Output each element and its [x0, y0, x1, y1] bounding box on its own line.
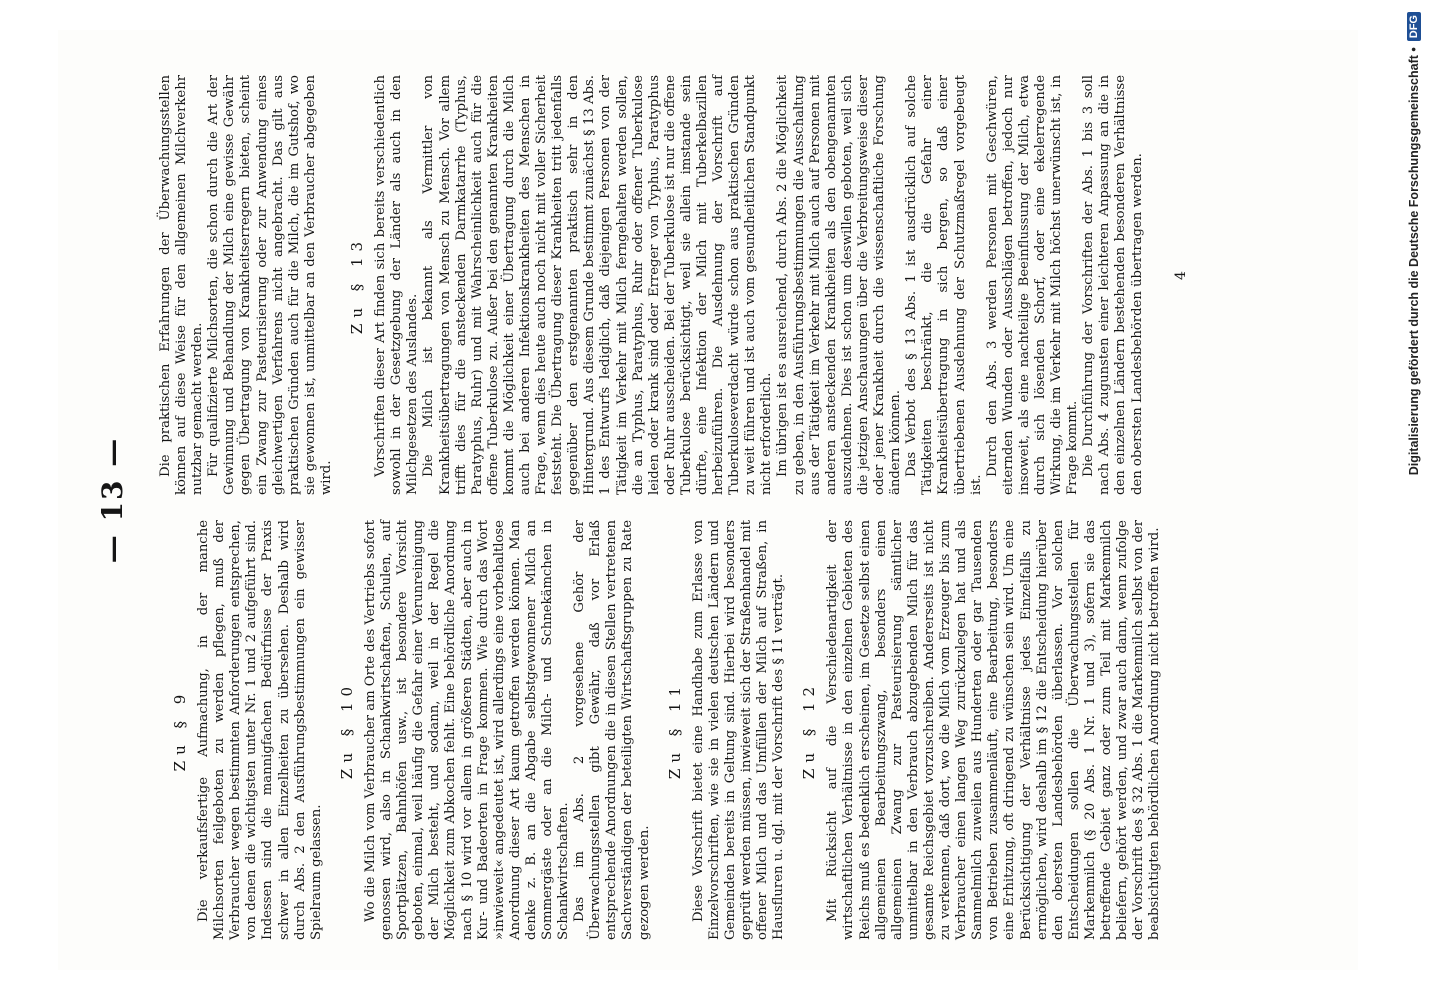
- page-header: [96, 30, 129, 970]
- paragraph: Durch den Abs. 3 werden Personen mit Geschwüren, eiternden Wunden oder Ausschlägen betroffen, jedoch nur insoweit, als eine nachteilige Beeinflussung der Milch, etwa durch sich lösenden Schorf, oder eine ekelerregende Wirkung, die im Verkehr mit Milch höchst unerwünscht ist, in Frage kommt.: [984, 75, 1081, 495]
- paragraph: Die praktischen Erfahrungen der Überwachungsstellen können auf diese Weise für den allgemeinen Milchverkehr nutzbar gemacht werden.: [158, 75, 206, 495]
- section-heading: Zu § 9: [171, 688, 189, 772]
- paragraph: Für qualifizierte Milchsorten, die schon durch die Art der Gewinnung und Behandlung der Milch eine gewisse Gewähr gegen Übertragung von Krankheitserregern bieten, scheint ein Zwang zur Pasteurisierung oder zur Anwendung eines gleichwertigen Verfahrens nicht angebracht. Das gilt aus praktischen Gründen auch für die Milch, die im Gutshof, wo sie gewonnen ist, unmittelbar an den Verbraucher abgegeben wird.: [206, 75, 334, 495]
- paragraph: Diese Vorschrift bietet eine Handhabe zum Erlasse von Einzelvorschriften, wie sie in vielen deutschen Ländern und Gemeinden bereits in Geltung sind. Hierbei wird besonders geprüft werden müssen, inwieweit sich der Straßenhandel mit offener Milch und das Umfüllen der Milch auf Straßen, in Hausfluren u. dgl. mit der Vorschrift des § 11 verträgt.: [690, 520, 787, 940]
- signature-mark: 4: [1173, 271, 1189, 280]
- left-column: [158, 520, 1163, 940]
- paragraph: Die Durchführung der Vorschriften der Abs. 1 bis 3 soll nach Abs. 4 zugunsten einer leichteren Anpassung an die in den einzelnen Ländern bestehenden besonderen Verhältnisse den obersten Landesbehörden übertragen werden.: [1081, 75, 1145, 495]
- paragraph: Vorschriften dieser Art finden sich bereits verschiedentlich sowohl in der Gesetzgebung der Länder als auch in den Milchgesetzen des Auslandes.: [373, 75, 421, 495]
- page-number: — 13 —: [96, 436, 129, 564]
- digitization-text: Digitalisierung gefördert durch die Deutsche Forschungsgemeinschaft •: [1406, 47, 1421, 476]
- paragraph: Das Verbot des § 13 Abs. 1 ist ausdrücklich auf solche Tätigkeiten beschränkt, die die Gefahr einer Krankheitsübertragung in sich bergen, so daß einer übertriebenen Ausdehnung der Schutzmaßregel vorgebeugt ist.: [904, 75, 984, 495]
- section-heading: Zu § 11: [665, 680, 684, 780]
- section-heading: Zu § 13: [348, 235, 367, 335]
- digitization-credit: [1393, 0, 1434, 1000]
- section-heading: Zu § 12: [800, 680, 819, 780]
- section-heading: Zu § 10: [337, 680, 356, 780]
- right-column: [158, 75, 1146, 495]
- paragraph: Das im Abs. 2 vorgesehene Gehör der Überwachungsstellen gibt Gewähr, daß vor Erlaß entsprechende Anordnungen die in diesen Stellen vertretenen Sachverständigen der beteiligten Wirtschaftsgruppen zu Rate gezogen werden.: [572, 520, 652, 940]
- paragraph: Mit Rücksicht auf die Verschiedenartigkeit der wirtschaftlichen Verhältnisse in den einzelnen Gebieten des Reichs muß es bedenklich erscheinen, im Gesetze selbst einen allgemeinen Bearbeitungszwang, besonders einen allgemeinen Zwang zur Pasteurisierung sämtlicher unmittelbar in den Verbrauch abzugebenden Milch für das gesamte Reichsgebiet vorzuschreiben. Andererseits ist nicht zu verkennen, daß dort, wo die Milch vom Erzeuger bis zum Verbraucher einen langen Weg zurückzulegen hat und als Sammelmilch zuweilen aus Hunderten oder gar Tausenden von Betrieben zusammenläuft, eine Bearbeitung, besonders eine Erhitzung, oft dringend zu wünschen sein wird. Um eine Berücksichtigung der Verhältnisse jedes Einzelfalls zu ermöglichen, wird deshalb im § 12 die Entscheidung hierüber den obersten Landesbehörden überlassen. Vor solchen Entscheidungen sollen die Überwachungsstellen für Markenmilch (§ 20 Abs. 1 Nr. 1 und 3), sofern sie das betreffende Gebiet ganz oder zum Teil mit Markenmilch beliefern, gehört werden, und zwar auch dann, wenn zufolge der Vorschrift des § 32 Abs. 1 die Markenmilch selbst von der beabsichtigten behördlichen Anordnung nicht betroffen wird.: [825, 520, 1163, 940]
- paragraph: Wo die Milch vom Verbraucher am Orte des Vertriebs sofort genossen wird, also in Schankwirtschaften, Schulen, auf Sportplätzen, Bahnhöfen usw., ist besondere Vorsicht geboten, einmal, weil häufig die Gefahr einer Verunreinigung der Milch besteht, und sodann, weil in der Regel die Möglichkeit zum Abkochen fehlt. Eine behördliche Anordnung nach § 10 wird vor allem in größeren Städten, aber auch in Kur- und Badeorten in Frage kommen. Wie durch das Wort »inwieweit« angedeutet ist, wird allerdings eine vorbehaltlose Anordnung dieser Art kaum getroffen werden können. Man denke z. B. an die Abgabe selbstgewonnener Milch an Sommergäste oder an die Milch- und Schnekämchen in Schankwirtschaften.: [362, 520, 572, 940]
- paragraph: Die Milch ist bekannt als Vermittler von Krankheitsübertragungen von Mensch zu Mensch. Vor allem trifft dies für die ansteckenden Darmkatarrhe (Typhus, Paratyphus, Ruhr) und mit Wahrscheinlichkeit auch für die offene Tuberkulose zu. Außer bei den genannten Krankheiten kommt die Möglichkeit einer Übertragung durch die Milch auch bei anderen Infektionskrankheiten des Menschen in Frage, wenn dies heute auch noch nicht mit voller Sicherheit feststeht. Die Übertragung dieser Krankheiten tritt jedenfalls gegenüber den erstgenannten praktisch sehr in den Hintergrund. Aus diesem Grunde bestimmt zunächst § 13 Abs. 1 des Entwurfs lediglich, daß diejenigen Personen von der Tätigkeit im Verkehr mit Milch ferngehalten werden sollen, die an Typhus, Paratyphus, Ruhr oder offener Tuberkulose leiden oder krank sind oder Erreger von Typhus, Paratyphus oder Ruhr ausscheiden. Bei der Tuberkulose ist nur die offene Tuberkulose berücksichtigt, weil sie allein imstande sein dürfte, eine Infektion der Milch mit Tuberkelbazillen herbeizuführen. Die Ausdehnung der Vorschrift auf Tuberkuloseverdacht würde schon aus praktischen Gründen zu weit führen und ist auch vom gesundheitlichen Standpunkt nicht erforderlich.: [421, 75, 775, 495]
- paragraph: Im übrigen ist es ausreichend, durch Abs. 2 die Möglichkeit zu geben, in den Ausführungsbestimmungen die Ausschaltung aus der Tätigkeit im Verkehr mit Milch auch auf Personen mit anderen ansteckenden Krankheiten als den obengenannten auszudehnen. Dies ist schon um deswillen geboten, weil sich die jetzigen Anschauungen über die Verbreitungsweise dieser oder jener Krankheit durch die wissenschaftliche Forschung ändern können.: [775, 75, 904, 495]
- dfg-logo: DFG: [1407, 12, 1421, 41]
- scanned-page: [58, 30, 1358, 970]
- paragraph: Die verkaufsfertige Aufmachung, in der manche Milchsorten feilgeboten zu werden pflegen, muß der Verbraucher wegen bestimmten Anforderungen entsprechen, von denen die wichtigsten unter Nr. 1 und 2 aufgeführt sind. Indessen sind die mannigfachen Bedürfnisse der Praxis schwer in allen Einzelheiten zu übersehen. Deshalb wird durch Abs. 2 den Ausführungsbestimmungen ein gewisser Spielraum gelassen.: [196, 520, 324, 940]
